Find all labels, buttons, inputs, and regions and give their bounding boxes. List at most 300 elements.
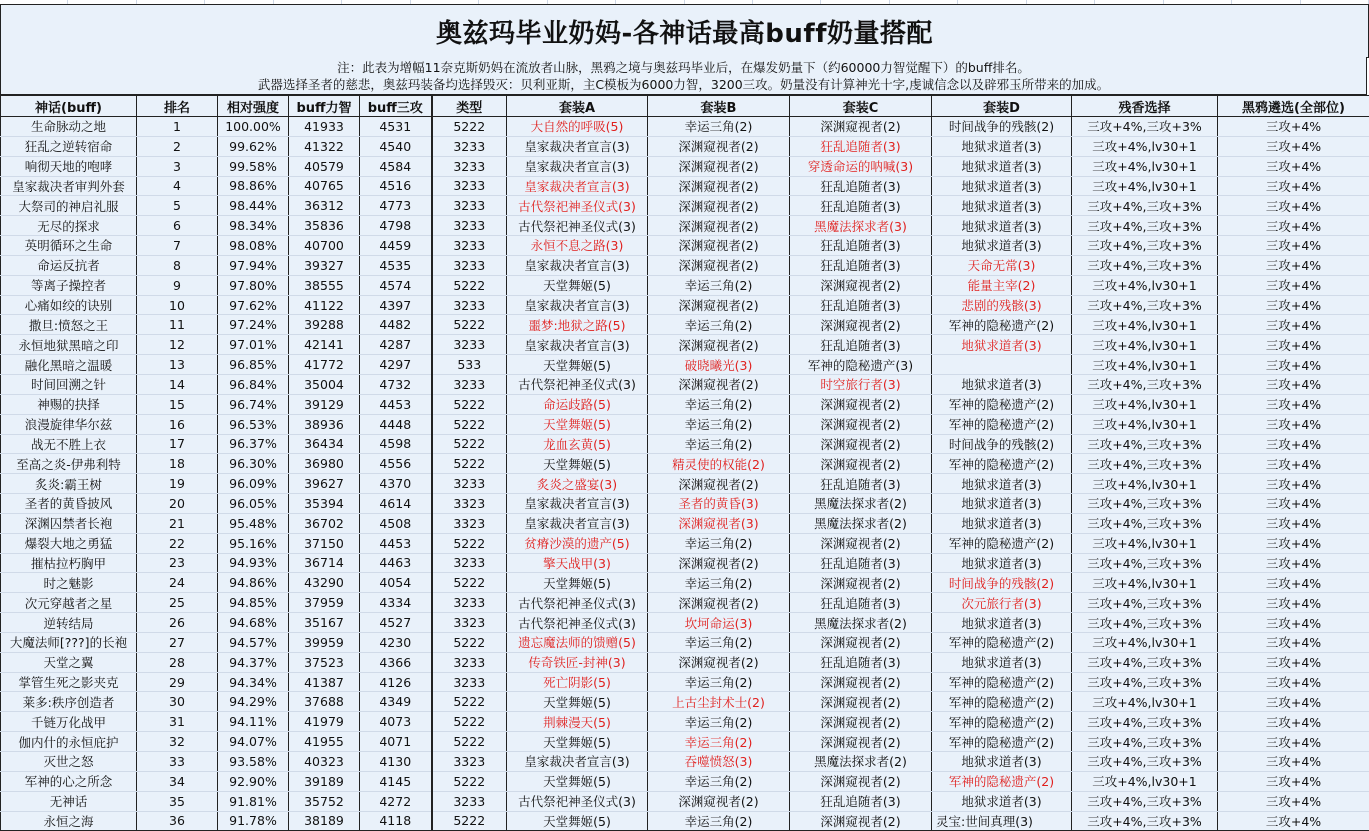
cell-myth[interactable]: 天堂之翼 (1, 652, 137, 672)
cell-rank[interactable]: 18 (137, 454, 218, 474)
cell-set-c[interactable]: 深渊窥视者(2) (790, 117, 932, 137)
cell-type[interactable]: 3233 (432, 236, 507, 256)
cell-type[interactable]: 3233 (432, 791, 507, 811)
cell-buff-stat[interactable]: 36312 (289, 196, 360, 216)
cell-set-c[interactable]: 狂乱追随者(3) (790, 593, 932, 613)
cell-set-a[interactable]: 皇家裁决者宣言(3) (507, 513, 648, 533)
cell-scent[interactable]: 三攻+4%,lv30+1 (1072, 335, 1218, 355)
cell-set-c[interactable]: 狂乱追随者(3) (790, 553, 932, 573)
cell-buff-stat[interactable]: 41933 (289, 117, 360, 137)
cell-myth[interactable]: 等离子操控者 (1, 275, 137, 295)
cell-rank[interactable]: 8 (137, 255, 218, 275)
cell-scent[interactable]: 三攻+4%,lv30+1 (1072, 573, 1218, 593)
cell-raven[interactable]: 三攻+4% (1218, 295, 1369, 315)
cell-set-c[interactable]: 深渊窥视者(2) (790, 434, 932, 454)
cell-buff-atk[interactable]: 4453 (360, 533, 432, 553)
cell-myth[interactable]: 千链万化战甲 (1, 712, 137, 732)
cell-myth[interactable]: 次元穿越者之星 (1, 593, 137, 613)
cell-set-c[interactable]: 狂乱追随者(3) (790, 295, 932, 315)
cell-buff-atk[interactable]: 4574 (360, 275, 432, 295)
cell-buff-atk[interactable]: 4073 (360, 712, 432, 732)
cell-type[interactable]: 5222 (432, 632, 507, 652)
cell-buff-atk[interactable]: 4453 (360, 394, 432, 414)
cell-set-a[interactable]: 皇家裁决者宣言(3) (507, 176, 648, 196)
cell-raven[interactable]: 三攻+4% (1218, 712, 1369, 732)
cell-myth[interactable]: 时间回溯之针 (1, 374, 137, 394)
cell-myth[interactable]: 永恒之海 (1, 811, 137, 831)
cell-scent[interactable]: 三攻+4%,三攻+3% (1072, 672, 1218, 692)
cell-rank[interactable]: 26 (137, 613, 218, 633)
cell-set-d[interactable]: 地狱求道者(3) (932, 156, 1072, 176)
cell-raven[interactable]: 三攻+4% (1218, 394, 1369, 414)
cell-relative[interactable]: 94.29% (218, 692, 289, 712)
cell-myth[interactable]: 灭世之怒 (1, 752, 137, 772)
cell-set-d[interactable] (932, 355, 1072, 375)
cell-myth[interactable]: 时之魅影 (1, 573, 137, 593)
cell-raven[interactable]: 三攻+4% (1218, 533, 1369, 553)
cell-buff-atk[interactable]: 4540 (360, 136, 432, 156)
cell-set-d[interactable]: 地狱求道者(3) (932, 236, 1072, 256)
cell-myth[interactable]: 狂乱之逆转宿命 (1, 136, 137, 156)
cell-type[interactable]: 3233 (432, 335, 507, 355)
cell-set-c[interactable]: 狂乱追随者(3) (790, 176, 932, 196)
cell-rank[interactable]: 9 (137, 275, 218, 295)
cell-set-b[interactable]: 深渊窥视者(2) (648, 791, 790, 811)
cell-buff-stat[interactable]: 41955 (289, 732, 360, 752)
cell-raven[interactable]: 三攻+4% (1218, 434, 1369, 454)
cell-buff-stat[interactable]: 36714 (289, 553, 360, 573)
cell-set-d[interactable]: 悲剧的残骸(3) (932, 295, 1072, 315)
cell-set-b[interactable]: 幸运三角(2) (648, 275, 790, 295)
cell-scent[interactable]: 三攻+4%,三攻+3% (1072, 255, 1218, 275)
cell-set-b[interactable]: 幸运三角(2) (648, 712, 790, 732)
cell-buff-stat[interactable]: 41979 (289, 712, 360, 732)
cell-set-d[interactable]: 能量主宰(2) (932, 275, 1072, 295)
cell-rank[interactable]: 20 (137, 494, 218, 514)
cell-raven[interactable]: 三攻+4% (1218, 613, 1369, 633)
cell-set-c[interactable]: 深渊窥视者(2) (790, 414, 932, 434)
cell-raven[interactable]: 三攻+4% (1218, 771, 1369, 791)
cell-buff-stat[interactable]: 39189 (289, 771, 360, 791)
cell-type[interactable]: 3233 (432, 672, 507, 692)
cell-myth[interactable]: 浪漫旋律华尔兹 (1, 414, 137, 434)
col-header-raven[interactable]: 黑鸦遴选(全部位) (1218, 96, 1369, 117)
cell-buff-stat[interactable]: 36702 (289, 513, 360, 533)
cell-set-d[interactable]: 灵宝:世间真理(3) (932, 811, 1072, 831)
cell-buff-atk[interactable]: 4531 (360, 117, 432, 137)
cell-scent[interactable]: 三攻+4%,三攻+3% (1072, 652, 1218, 672)
cell-set-a[interactable]: 古代祭祀神圣仪式(3) (507, 613, 648, 633)
cell-set-b[interactable]: 幸运三角(2) (648, 533, 790, 553)
cell-scent[interactable]: 三攻+4%,lv30+1 (1072, 414, 1218, 434)
cell-set-a[interactable]: 天堂舞姬(5) (507, 692, 648, 712)
col-header-rank[interactable]: 排名 (137, 96, 218, 117)
cell-scent[interactable]: 三攻+4%,lv30+1 (1072, 156, 1218, 176)
cell-buff-stat[interactable]: 35167 (289, 613, 360, 633)
cell-rank[interactable]: 33 (137, 752, 218, 772)
cell-type[interactable]: 5222 (432, 315, 507, 335)
cell-rank[interactable]: 22 (137, 533, 218, 553)
cell-myth[interactable]: 命运反抗者 (1, 255, 137, 275)
cell-set-b[interactable]: 深渊窥视者(2) (648, 652, 790, 672)
cell-raven[interactable]: 三攻+4% (1218, 652, 1369, 672)
cell-buff-atk[interactable]: 4130 (360, 752, 432, 772)
cell-scent[interactable]: 三攻+4%,lv30+1 (1072, 533, 1218, 553)
cell-set-d[interactable]: 军神的隐秘遗产(2) (932, 771, 1072, 791)
cell-set-c[interactable]: 时空旅行者(3) (790, 374, 932, 394)
cell-rank[interactable]: 24 (137, 573, 218, 593)
cell-buff-stat[interactable]: 37523 (289, 652, 360, 672)
cell-raven[interactable]: 三攻+4% (1218, 335, 1369, 355)
cell-buff-atk[interactable]: 4366 (360, 652, 432, 672)
cell-set-c[interactable]: 狂乱追随者(3) (790, 236, 932, 256)
cell-set-b[interactable]: 坎坷命运(3) (648, 613, 790, 633)
cell-buff-stat[interactable]: 40765 (289, 176, 360, 196)
cell-set-d[interactable]: 地狱求道者(3) (932, 752, 1072, 772)
cell-relative[interactable]: 92.90% (218, 771, 289, 791)
cell-raven[interactable]: 三攻+4% (1218, 811, 1369, 831)
cell-type[interactable]: 3233 (432, 374, 507, 394)
cell-set-d[interactable]: 军神的隐秘遗产(2) (932, 632, 1072, 652)
cell-set-d[interactable]: 地狱求道者(3) (932, 553, 1072, 573)
cell-relative[interactable]: 91.78% (218, 811, 289, 831)
cell-set-a[interactable]: 天堂舞姬(5) (507, 275, 648, 295)
cell-buff-stat[interactable]: 41122 (289, 295, 360, 315)
cell-myth[interactable]: 皇家裁决者审判外套 (1, 176, 137, 196)
cell-relative[interactable]: 95.16% (218, 533, 289, 553)
cell-scent[interactable]: 三攻+4%,lv30+1 (1072, 136, 1218, 156)
cell-raven[interactable]: 三攻+4% (1218, 315, 1369, 335)
cell-buff-stat[interactable]: 37959 (289, 593, 360, 613)
cell-rank[interactable]: 34 (137, 771, 218, 791)
cell-buff-atk[interactable]: 4516 (360, 176, 432, 196)
cell-raven[interactable]: 三攻+4% (1218, 355, 1369, 375)
cell-relative[interactable]: 97.94% (218, 255, 289, 275)
cell-buff-atk[interactable]: 4230 (360, 632, 432, 652)
cell-set-a[interactable]: 贫瘠沙漠的遗产(5) (507, 533, 648, 553)
cell-buff-stat[interactable]: 39627 (289, 474, 360, 494)
cell-type[interactable]: 3233 (432, 216, 507, 236)
cell-buff-atk[interactable]: 4584 (360, 156, 432, 176)
cell-rank[interactable]: 15 (137, 394, 218, 414)
cell-buff-atk[interactable]: 4448 (360, 414, 432, 434)
cell-relative[interactable]: 94.07% (218, 732, 289, 752)
cell-buff-stat[interactable]: 41772 (289, 355, 360, 375)
col-header-set-c[interactable]: 套装C (790, 96, 932, 117)
cell-set-b[interactable]: 幸运三角(2) (648, 811, 790, 831)
cell-buff-stat[interactable]: 38936 (289, 414, 360, 434)
cell-set-b[interactable]: 精灵使的权能(2) (648, 454, 790, 474)
cell-set-a[interactable]: 命运歧路(5) (507, 394, 648, 414)
cell-set-a[interactable]: 古代祭祀神圣仪式(3) (507, 216, 648, 236)
cell-set-a[interactable]: 皇家裁决者宣言(3) (507, 255, 648, 275)
cell-set-d[interactable]: 地狱求道者(3) (932, 513, 1072, 533)
cell-buff-atk[interactable]: 4732 (360, 374, 432, 394)
cell-set-a[interactable]: 荆棘漫天(5) (507, 712, 648, 732)
cell-rank[interactable]: 11 (137, 315, 218, 335)
col-header-myth[interactable]: 神话(buff) (1, 96, 137, 117)
cell-scent[interactable]: 三攻+4%,三攻+3% (1072, 494, 1218, 514)
cell-buff-stat[interactable]: 36980 (289, 454, 360, 474)
cell-buff-stat[interactable]: 41322 (289, 136, 360, 156)
cell-scent[interactable]: 三攻+4%,三攻+3% (1072, 513, 1218, 533)
cell-raven[interactable]: 三攻+4% (1218, 454, 1369, 474)
cell-set-a[interactable]: 死亡阴影(5) (507, 672, 648, 692)
cell-set-d[interactable]: 时间战争的残骸(2) (932, 434, 1072, 454)
cell-raven[interactable]: 三攻+4% (1218, 494, 1369, 514)
cell-rank[interactable]: 3 (137, 156, 218, 176)
cell-buff-atk[interactable]: 4349 (360, 692, 432, 712)
cell-type[interactable]: 3323 (432, 494, 507, 514)
cell-set-b[interactable]: 深渊窥视者(2) (648, 553, 790, 573)
cell-myth[interactable]: 爆裂大地之勇猛 (1, 533, 137, 553)
cell-relative[interactable]: 96.30% (218, 454, 289, 474)
cell-set-a[interactable]: 擎天战甲(3) (507, 553, 648, 573)
cell-type[interactable]: 3233 (432, 593, 507, 613)
cell-set-d[interactable]: 地狱求道者(3) (932, 196, 1072, 216)
cell-raven[interactable]: 三攻+4% (1218, 791, 1369, 811)
cell-scent[interactable]: 三攻+4%,三攻+3% (1072, 196, 1218, 216)
cell-relative[interactable]: 99.62% (218, 136, 289, 156)
cell-buff-atk[interactable]: 4126 (360, 672, 432, 692)
cell-type[interactable]: 5222 (432, 454, 507, 474)
cell-set-b[interactable]: 深渊窥视者(2) (648, 374, 790, 394)
cell-set-a[interactable]: 天堂舞姬(5) (507, 573, 648, 593)
cell-set-a[interactable]: 皇家裁决者宣言(3) (507, 335, 648, 355)
cell-rank[interactable]: 23 (137, 553, 218, 573)
cell-set-a[interactable]: 皇家裁决者宣言(3) (507, 295, 648, 315)
cell-scent[interactable]: 三攻+4%,三攻+3% (1072, 613, 1218, 633)
cell-buff-stat[interactable]: 38189 (289, 811, 360, 831)
cell-buff-atk[interactable]: 4527 (360, 613, 432, 633)
cell-buff-atk[interactable]: 4118 (360, 811, 432, 831)
cell-buff-stat[interactable]: 39129 (289, 394, 360, 414)
cell-buff-stat[interactable]: 35394 (289, 494, 360, 514)
col-header-buff-stat[interactable]: buff力智 (289, 96, 360, 117)
cell-set-d[interactable]: 地狱求道者(3) (932, 494, 1072, 514)
cell-buff-stat[interactable]: 40700 (289, 236, 360, 256)
cell-set-c[interactable]: 深渊窥视者(2) (790, 394, 932, 414)
cell-raven[interactable]: 三攻+4% (1218, 474, 1369, 494)
cell-rank[interactable]: 10 (137, 295, 218, 315)
cell-type[interactable]: 3233 (432, 196, 507, 216)
cell-myth[interactable]: 英明循环之生命 (1, 236, 137, 256)
cell-set-d[interactable]: 时间战争的残骸(2) (932, 117, 1072, 137)
cell-rank[interactable]: 5 (137, 196, 218, 216)
col-header-type[interactable]: 类型 (432, 96, 507, 117)
cell-rank[interactable]: 6 (137, 216, 218, 236)
cell-rank[interactable]: 19 (137, 474, 218, 494)
cell-set-c[interactable]: 深渊窥视者(2) (790, 732, 932, 752)
cell-buff-atk[interactable]: 4397 (360, 295, 432, 315)
cell-rank[interactable]: 13 (137, 355, 218, 375)
cell-type[interactable]: 3233 (432, 295, 507, 315)
cell-type[interactable]: 3233 (432, 156, 507, 176)
cell-rank[interactable]: 2 (137, 136, 218, 156)
cell-buff-stat[interactable]: 37688 (289, 692, 360, 712)
cell-set-b[interactable]: 幸运三角(2) (648, 672, 790, 692)
cell-set-b[interactable]: 深渊窥视者(2) (648, 593, 790, 613)
cell-set-b[interactable]: 深渊窥视者(2) (648, 295, 790, 315)
cell-type[interactable]: 5222 (432, 811, 507, 831)
cell-scent[interactable]: 三攻+4%,三攻+3% (1072, 236, 1218, 256)
cell-set-d[interactable]: 地狱求道者(3) (932, 374, 1072, 394)
cell-set-c[interactable]: 狂乱追随者(3) (790, 196, 932, 216)
cell-buff-atk[interactable]: 4556 (360, 454, 432, 474)
cell-myth[interactable]: 大祭司的神启礼服 (1, 196, 137, 216)
cell-set-c[interactable]: 狂乱追随者(3) (790, 335, 932, 355)
cell-set-c[interactable]: 深渊窥视者(2) (790, 771, 932, 791)
cell-set-a[interactable]: 皇家裁决者宣言(3) (507, 136, 648, 156)
cell-set-a[interactable]: 天堂舞姬(5) (507, 454, 648, 474)
cell-buff-stat[interactable]: 39288 (289, 315, 360, 335)
cell-type[interactable]: 5222 (432, 275, 507, 295)
cell-set-b[interactable]: 深渊窥视者(2) (648, 236, 790, 256)
cell-relative[interactable]: 98.44% (218, 196, 289, 216)
cell-buff-atk[interactable]: 4614 (360, 494, 432, 514)
cell-raven[interactable]: 三攻+4% (1218, 374, 1369, 394)
col-header-set-a[interactable]: 套装A (507, 96, 648, 117)
cell-buff-stat[interactable]: 35836 (289, 216, 360, 236)
cell-rank[interactable]: 4 (137, 176, 218, 196)
cell-type[interactable]: 5222 (432, 732, 507, 752)
cell-rank[interactable]: 35 (137, 791, 218, 811)
cell-relative[interactable]: 97.80% (218, 275, 289, 295)
cell-set-b[interactable]: 幸运三角(2) (648, 573, 790, 593)
cell-set-d[interactable]: 地狱求道者(3) (932, 216, 1072, 236)
cell-buff-stat[interactable]: 40579 (289, 156, 360, 176)
cell-buff-stat[interactable]: 38555 (289, 275, 360, 295)
cell-type[interactable]: 5222 (432, 394, 507, 414)
cell-myth[interactable]: 军神的心之所念 (1, 771, 137, 791)
cell-buff-stat[interactable]: 42141 (289, 335, 360, 355)
cell-scent[interactable]: 三攻+4%,三攻+3% (1072, 295, 1218, 315)
cell-raven[interactable]: 三攻+4% (1218, 513, 1369, 533)
cell-set-a[interactable]: 天堂舞姬(5) (507, 414, 648, 434)
cell-relative[interactable]: 94.85% (218, 593, 289, 613)
cell-myth[interactable]: 伽内什的永恒庇护 (1, 732, 137, 752)
cell-set-d[interactable]: 地狱求道者(3) (932, 791, 1072, 811)
cell-buff-atk[interactable]: 4145 (360, 771, 432, 791)
cell-set-d[interactable]: 地狱求道者(3) (932, 335, 1072, 355)
cell-relative[interactable]: 96.37% (218, 434, 289, 454)
cell-set-c[interactable]: 深渊窥视者(2) (790, 632, 932, 652)
cell-myth[interactable]: 神赐的抉择 (1, 394, 137, 414)
cell-set-b[interactable]: 上古尘封术士(2) (648, 692, 790, 712)
cell-rank[interactable]: 14 (137, 374, 218, 394)
cell-set-b[interactable]: 幸运三角(2) (648, 117, 790, 137)
cell-set-d[interactable]: 军神的隐秘遗产(2) (932, 454, 1072, 474)
cell-set-a[interactable]: 大自然的呼吸(5) (507, 117, 648, 137)
cell-scent[interactable]: 三攻+4%,lv30+1 (1072, 771, 1218, 791)
cell-myth[interactable]: 响彻天地的咆哮 (1, 156, 137, 176)
cell-raven[interactable]: 三攻+4% (1218, 275, 1369, 295)
cell-relative[interactable]: 100.00% (218, 117, 289, 137)
cell-type[interactable]: 5222 (432, 533, 507, 553)
cell-set-c[interactable]: 深渊窥视者(2) (790, 692, 932, 712)
cell-type[interactable]: 3233 (432, 136, 507, 156)
cell-buff-atk[interactable]: 4370 (360, 474, 432, 494)
cell-relative[interactable]: 99.58% (218, 156, 289, 176)
cell-set-d[interactable]: 地狱求道者(3) (932, 176, 1072, 196)
cell-set-c[interactable]: 黑魔法探求者(2) (790, 494, 932, 514)
cell-set-b[interactable]: 幸运三角(2) (648, 632, 790, 652)
col-header-buff-atk[interactable]: buff三攻 (360, 96, 432, 117)
cell-set-a[interactable]: 古代祭祀神圣仪式(3) (507, 593, 648, 613)
cell-myth[interactable]: 大魔法师[???]的长袍 (1, 632, 137, 652)
cell-myth[interactable]: 掌管生死之影夹克 (1, 672, 137, 692)
cell-set-b[interactable]: 幸运三角(2) (648, 732, 790, 752)
cell-myth[interactable]: 战无不胜上衣 (1, 434, 137, 454)
cell-set-a[interactable]: 古代祭祀神圣仪式(3) (507, 374, 648, 394)
cell-relative[interactable]: 96.84% (218, 374, 289, 394)
cell-scent[interactable]: 三攻+4%,lv30+1 (1072, 394, 1218, 414)
cell-rank[interactable]: 1 (137, 117, 218, 137)
cell-type[interactable]: 3233 (432, 652, 507, 672)
cell-relative[interactable]: 97.01% (218, 335, 289, 355)
cell-scent[interactable]: 三攻+4%,三攻+3% (1072, 593, 1218, 613)
cell-relative[interactable]: 98.86% (218, 176, 289, 196)
cell-set-c[interactable]: 狂乱追随者(3) (790, 255, 932, 275)
cell-rank[interactable]: 25 (137, 593, 218, 613)
cell-relative[interactable]: 94.68% (218, 613, 289, 633)
col-header-set-d[interactable]: 套装D (932, 96, 1072, 117)
cell-set-d[interactable]: 军神的隐秘遗产(2) (932, 394, 1072, 414)
cell-rank[interactable]: 7 (137, 236, 218, 256)
cell-relative[interactable]: 94.57% (218, 632, 289, 652)
cell-raven[interactable]: 三攻+4% (1218, 692, 1369, 712)
cell-myth[interactable]: 生命脉动之地 (1, 117, 137, 137)
cell-type[interactable]: 3233 (432, 176, 507, 196)
cell-raven[interactable]: 三攻+4% (1218, 632, 1369, 652)
cell-set-d[interactable]: 天命无常(3) (932, 255, 1072, 275)
cell-set-b[interactable]: 幸运三角(2) (648, 434, 790, 454)
col-header-scent[interactable]: 残香选择 (1072, 96, 1218, 117)
cell-type[interactable]: 5222 (432, 434, 507, 454)
cell-raven[interactable]: 三攻+4% (1218, 216, 1369, 236)
cell-type[interactable]: 3323 (432, 513, 507, 533)
cell-set-b[interactable]: 深渊窥视者(2) (648, 156, 790, 176)
cell-set-a[interactable]: 永恒不息之路(3) (507, 236, 648, 256)
cell-rank[interactable]: 28 (137, 652, 218, 672)
cell-buff-stat[interactable]: 41387 (289, 672, 360, 692)
cell-set-a[interactable]: 龙血玄黄(5) (507, 434, 648, 454)
cell-type[interactable]: 5222 (432, 712, 507, 732)
cell-set-b[interactable]: 深渊窥视者(2) (648, 196, 790, 216)
cell-set-d[interactable]: 地狱求道者(3) (932, 474, 1072, 494)
cell-set-c[interactable]: 军神的隐秘遗产(3) (790, 355, 932, 375)
cell-scent[interactable]: 三攻+4%,三攻+3% (1072, 811, 1218, 831)
cell-buff-atk[interactable]: 4535 (360, 255, 432, 275)
cell-myth[interactable]: 无尽的探求 (1, 216, 137, 236)
cell-raven[interactable]: 三攻+4% (1218, 752, 1369, 772)
cell-myth[interactable]: 圣者的黄昏披风 (1, 494, 137, 514)
cell-relative[interactable]: 96.53% (218, 414, 289, 434)
cell-relative[interactable]: 98.34% (218, 216, 289, 236)
cell-set-d[interactable]: 军神的隐秘遗产(2) (932, 533, 1072, 553)
cell-relative[interactable]: 93.58% (218, 752, 289, 772)
cell-relative[interactable]: 97.62% (218, 295, 289, 315)
cell-set-b[interactable]: 深渊窥视者(2) (648, 136, 790, 156)
cell-set-a[interactable]: 皇家裁决者宣言(3) (507, 494, 648, 514)
cell-set-a[interactable]: 皇家裁决者宣言(3) (507, 156, 648, 176)
cell-myth[interactable]: 撒旦:愤怒之王 (1, 315, 137, 335)
cell-set-b[interactable]: 破晓曦光(3) (648, 355, 790, 375)
cell-type[interactable]: 5222 (432, 414, 507, 434)
cell-relative[interactable]: 96.09% (218, 474, 289, 494)
cell-raven[interactable]: 三攻+4% (1218, 414, 1369, 434)
cell-set-b[interactable]: 圣者的黄昏(3) (648, 494, 790, 514)
